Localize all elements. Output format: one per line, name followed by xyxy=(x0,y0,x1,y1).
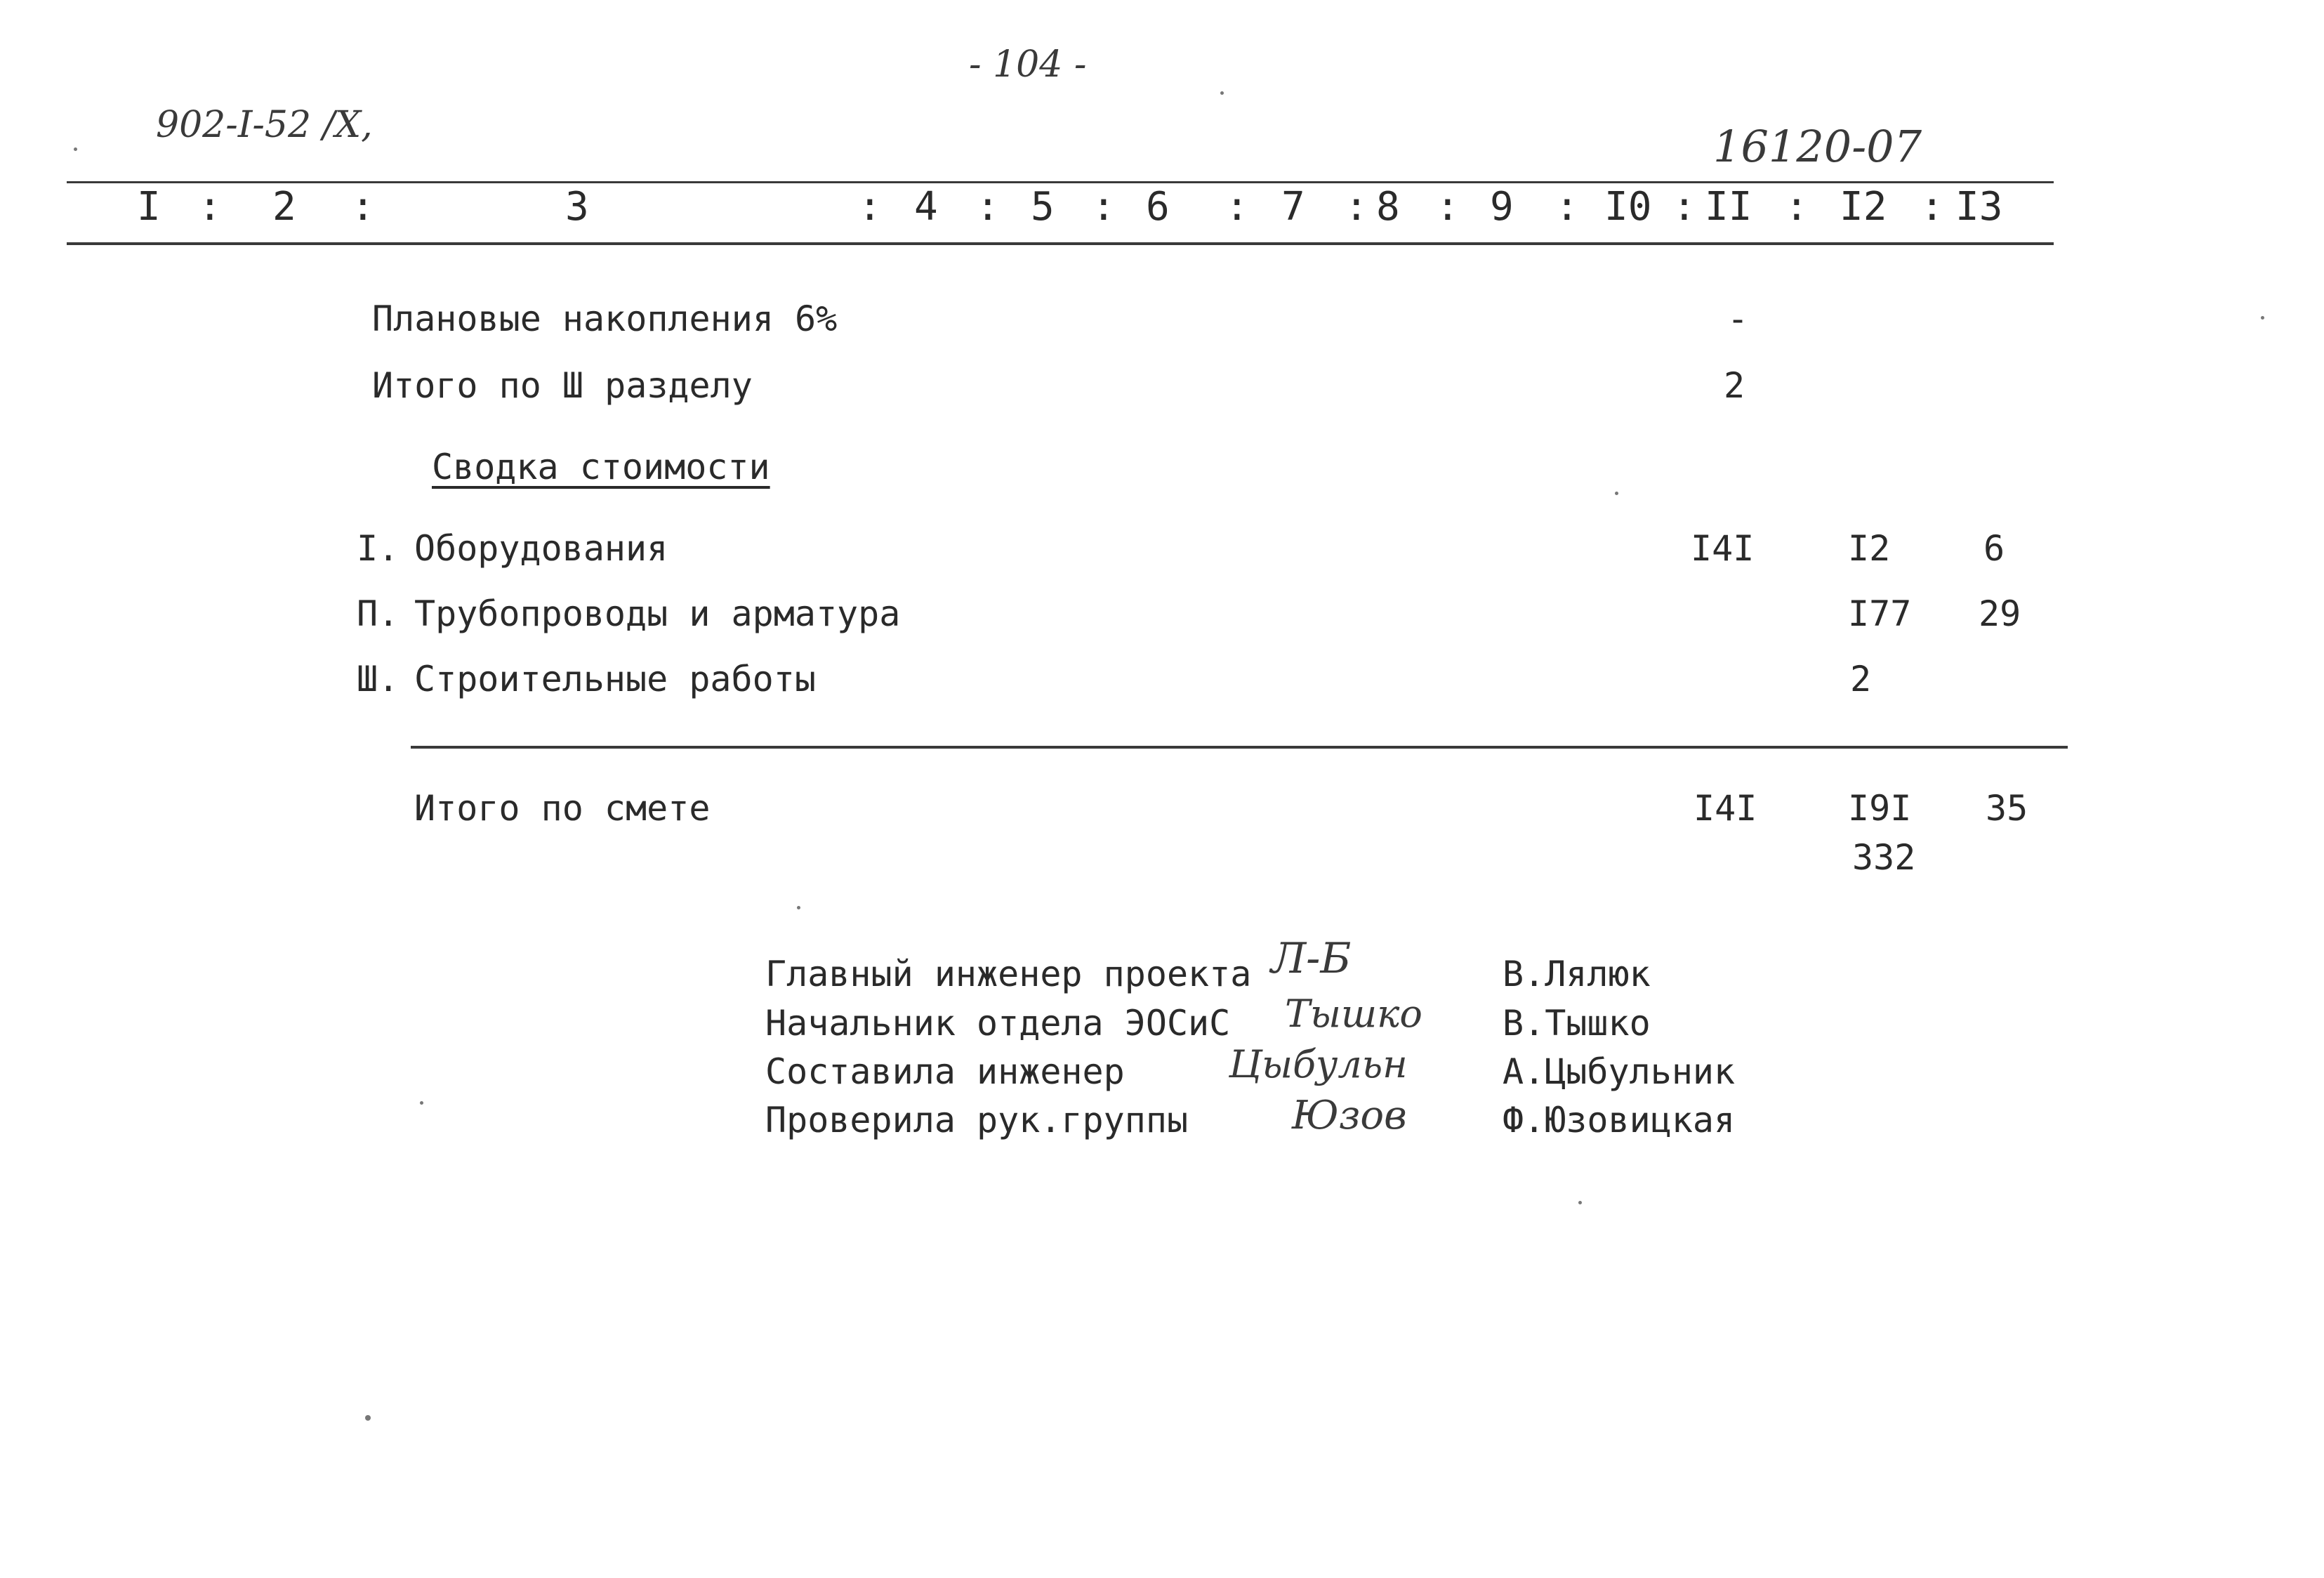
line-label: Итого по Ш разделу xyxy=(372,365,753,406)
signature-role: Составила инженер xyxy=(765,1051,1125,1092)
line-label: Плановые накопления 6% xyxy=(372,298,838,339)
summary-item-label: Строительные работы xyxy=(414,659,816,699)
summary-item-c12: I2 xyxy=(1848,528,1891,569)
col-header-sep: : xyxy=(1555,184,1579,230)
scan-speck xyxy=(2261,316,2264,320)
col-header-9: 9 xyxy=(1490,184,1514,230)
col-header-3: 3 xyxy=(565,184,589,230)
col-header-6: 6 xyxy=(1146,184,1170,230)
total-c13: 35 xyxy=(1986,788,2028,829)
document-number: 16120-07 xyxy=(1713,121,1922,172)
signature-role: Начальник отдела ЭОСиС xyxy=(765,1003,1231,1044)
scan-speck xyxy=(797,906,800,909)
signatory-name: В.Тышко xyxy=(1503,1003,1651,1044)
col-header-sep: : xyxy=(198,184,222,230)
total-grand: 332 xyxy=(1852,837,1916,878)
signature-mark: Тышко xyxy=(1285,992,1422,1036)
col-header-5: 5 xyxy=(1031,184,1055,230)
summary-item-c12: I77 xyxy=(1848,593,1912,634)
col-header-2: 2 xyxy=(272,184,296,230)
col-header-8: 8 xyxy=(1376,184,1400,230)
scan-speck xyxy=(1615,492,1618,495)
col-header-11: II xyxy=(1705,184,1752,230)
total-c11: I4I xyxy=(1694,788,1757,829)
col-header-sep: : xyxy=(1672,184,1696,230)
page-number: - 104 - xyxy=(969,44,1087,86)
signature-mark: Л-Б xyxy=(1271,934,1352,983)
col-header-7: 7 xyxy=(1281,184,1305,230)
summary-item-label: Оборудования xyxy=(414,528,668,569)
total-label: Итого по смете xyxy=(414,788,711,829)
signatory-name: А.Цыбульник xyxy=(1503,1051,1736,1092)
signature-mark: Цыбульн xyxy=(1229,1042,1408,1086)
signature-role: Главный инженер проекта xyxy=(765,954,1252,994)
header-top-rule xyxy=(67,181,2054,183)
header-bottom-rule xyxy=(67,242,2054,245)
document-code: 902-I-52 /X, xyxy=(156,104,373,146)
summary-item-c13: 29 xyxy=(1979,593,2021,634)
col-header-10: I0 xyxy=(1604,184,1652,230)
scan-speck xyxy=(1578,1201,1582,1204)
summary-title: Сводка стоимости xyxy=(432,447,770,487)
summary-item-c12: 2 xyxy=(1850,659,1872,699)
scan-speck xyxy=(1220,91,1224,95)
summary-item-number: П. xyxy=(357,593,400,634)
col-header-1: I xyxy=(137,184,161,230)
signatory-name: Ф.Юзовицкая xyxy=(1503,1100,1736,1140)
scan-speck xyxy=(74,147,77,151)
col-header-13: I3 xyxy=(1955,184,2003,230)
column-number-header xyxy=(0,184,2324,240)
summary-item-c13: 6 xyxy=(1983,528,2005,569)
col-header-sep: : xyxy=(976,184,1000,230)
col-header-12: I2 xyxy=(1840,184,1887,230)
signature-role: Проверила рук.группы xyxy=(765,1100,1189,1140)
col-header-sep: : xyxy=(351,184,375,230)
col-header-sep: : xyxy=(1785,184,1809,230)
col-header-sep: : xyxy=(1225,184,1249,230)
summary-item-number: I. xyxy=(357,528,400,569)
col-header-sep: : xyxy=(1092,184,1116,230)
summary-item-c11: I4I xyxy=(1691,528,1755,569)
col-header-sep: : xyxy=(1345,184,1368,230)
summary-item-label: Трубопроводы и арматура xyxy=(414,593,901,634)
col-header-sep: : xyxy=(1920,184,1944,230)
line-value-c11: - xyxy=(1727,298,1749,339)
col-header-sep: : xyxy=(858,184,882,230)
signature-mark: Юзов xyxy=(1292,1093,1407,1138)
total-c12: I9I xyxy=(1848,788,1912,829)
total-rule xyxy=(411,746,2068,749)
col-header-sep: : xyxy=(1436,184,1460,230)
signatory-name: В.Лялюк xyxy=(1503,954,1651,994)
line-value-c11: 2 xyxy=(1724,365,1745,406)
scan-speck xyxy=(365,1415,371,1421)
summary-item-number: Ш. xyxy=(357,659,400,699)
scan-speck xyxy=(420,1101,423,1105)
col-header-4: 4 xyxy=(914,184,938,230)
